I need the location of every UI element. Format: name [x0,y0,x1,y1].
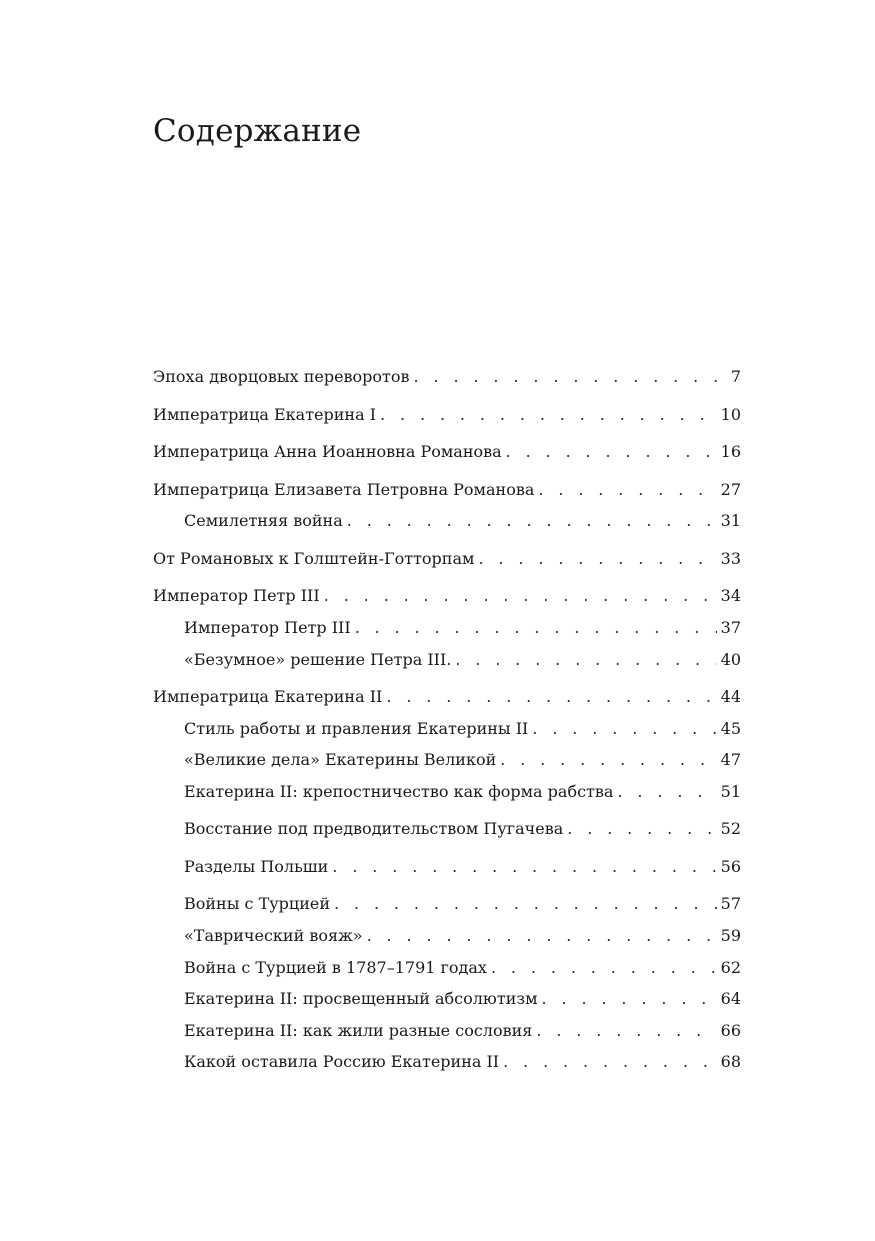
toc-entry-title: Императрица Екатерина II [153,687,383,706]
dot-leader [355,617,717,639]
toc-entry-title: Екатерина II: крепостничество как форма рабства [184,782,614,801]
toc-subentry [184,818,741,840]
dot-leader [347,510,717,532]
toc-entry-title: Восстание под предводительством Пугачева [184,819,564,838]
toc-entry-title: «Безумное» решение Петра III. [184,650,452,669]
toc-entry-title: Эпоха дворцовых переворотов [153,367,410,386]
toc-subentry [184,893,741,915]
toc-entry [153,585,741,607]
dot-leader [500,749,716,771]
dot-leader [567,818,716,840]
dot-leader [380,404,717,426]
toc-entry-title: Стиль работы и правления Екатерины II [184,719,529,738]
toc-entry-page: 16 [720,442,741,461]
toc-entry-title: Какой оставила Россию Екатерина II [184,1052,500,1071]
toc-subentry [184,718,741,740]
toc-entry-page: 10 [720,405,741,424]
toc-entry-title: «Таврический вояж» [184,926,363,945]
dot-leader [414,366,719,388]
dot-leader [503,1051,717,1073]
toc-entry-title: Семилетняя война [184,511,343,530]
dot-leader [332,856,716,878]
toc-subentry [184,749,741,771]
toc-entry-title: Войны с Турцией [184,894,330,913]
page-title: Содержание [153,113,362,149]
toc-entry [153,404,741,426]
toc-entry-page: 59 [720,926,741,945]
dot-leader [324,585,717,607]
toc-entry-page: 66 [720,1021,741,1040]
dot-leader [386,686,716,708]
dot-leader [506,441,717,463]
toc-subentry [184,856,741,878]
dot-leader [538,479,716,501]
toc-entry-page: 34 [720,586,741,605]
toc-subentry [184,781,741,803]
toc-entry-title: Императрица Анна Иоанновна Романова [153,442,502,461]
toc-entry-title: Разделы Польши [184,857,329,876]
toc-entry-title: Екатерина II: как жили разные сословия [184,1021,533,1040]
toc-entry-page: 56 [720,857,741,876]
toc-subentry [184,510,741,532]
toc-entry [153,548,741,570]
toc-entry-title: «Великие дела» Екатерины Великой [184,750,497,769]
toc-entry-page: 44 [720,687,741,706]
toc-entry [153,366,741,388]
toc-entry-page: 62 [720,958,741,977]
toc-entry-page: 33 [720,549,741,568]
toc-entry-page: 37 [720,618,741,637]
toc-subentry [184,957,741,979]
toc-entry-page: 57 [720,894,741,913]
dot-leader [455,649,716,671]
toc-entry [153,686,741,708]
toc-subentry [184,925,741,947]
toc-subentry [184,988,741,1010]
toc-entry-page: 51 [720,782,741,801]
toc-entry-page: 31 [720,511,741,530]
toc-subentry [184,649,741,671]
dot-leader [367,925,717,947]
toc-subentry [184,1020,741,1042]
toc-entry-title: От Романовых к Голштейн-Готторпам [153,549,475,568]
dot-leader [334,893,717,915]
toc-entry-page: 45 [720,719,741,738]
toc-entry [153,479,741,501]
toc-entry-page: 7 [730,367,741,386]
toc-entry [153,441,741,463]
toc-entry-page: 27 [720,480,741,499]
toc-entry-page: 64 [720,989,741,1008]
toc-entry-page: 47 [720,750,741,769]
dot-leader [536,1020,716,1042]
toc-entry-title: Война с Турцией в 1787–1791 годах [184,958,487,977]
toc-entry-title: Император Петр III [153,586,320,605]
dot-leader [617,781,716,803]
dot-leader [532,718,716,740]
dot-leader [491,957,717,979]
toc-entry-title: Император Петр III [184,618,351,637]
toc-entry-title: Императрица Елизавета Петровна Романова [153,480,535,499]
dot-leader [542,988,717,1010]
toc-entry-page: 52 [720,819,741,838]
toc-entry-page: 40 [720,650,741,669]
toc-subentry [184,617,741,639]
dot-leader [478,548,716,570]
toc-entry-title: Императрица Екатерина I [153,405,377,424]
toc-subentry [184,1051,741,1073]
toc-entry-page: 68 [720,1052,741,1071]
toc-entry-title: Екатерина II: просвещенный абсолютизм [184,989,538,1008]
